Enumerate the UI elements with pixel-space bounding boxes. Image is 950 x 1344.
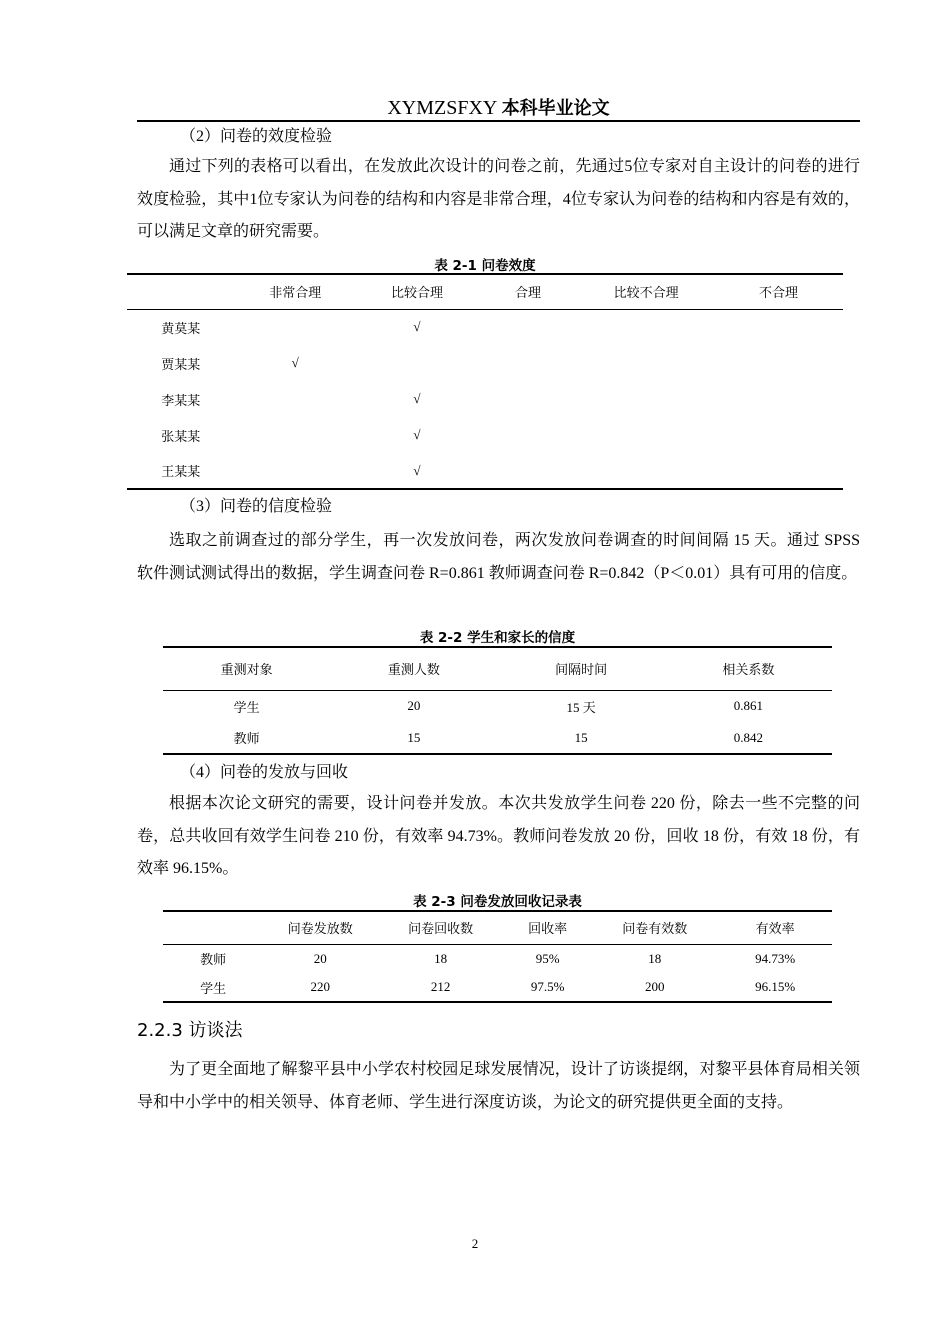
table-header-cell: 合理 bbox=[514, 285, 541, 301]
table-cell: 96.15% bbox=[755, 979, 796, 994]
table-cell bbox=[714, 309, 843, 345]
table-cell: √ bbox=[413, 462, 421, 478]
table-row bbox=[127, 453, 843, 489]
table-cell: 20 bbox=[407, 698, 421, 714]
table-cell bbox=[478, 417, 578, 453]
table-distribution bbox=[163, 910, 832, 1003]
table-cell: √ bbox=[413, 319, 421, 335]
table-header-cell: 问卷有效数 bbox=[622, 921, 688, 937]
table-header-cell: 比较合理 bbox=[390, 285, 443, 301]
table-cell: 200 bbox=[644, 979, 665, 994]
table-cell bbox=[234, 453, 356, 489]
section-heading-interview: 2.2.3 访谈法 bbox=[137, 1020, 243, 1041]
table-cell: 黄莫某 bbox=[161, 320, 201, 336]
table-header-cell: 不合理 bbox=[759, 285, 799, 301]
table-cell: 15 bbox=[574, 729, 588, 745]
table-cell bbox=[714, 453, 843, 489]
section-title-distribution: （4）问卷的发放与回收 bbox=[180, 764, 349, 781]
paragraph-interview: 为了更全面地了解黎平县中小学农村校园足球发展情况，设计了访谈提纲，对黎平县体育局相关领导和中小学中的相关领导、体育老师、学生进行深度访谈，为论文的研究提供更全面的支持。 bbox=[137, 1061, 860, 1111]
table-cell: 212 bbox=[430, 979, 451, 994]
header-chinese: 本科毕业论文 bbox=[501, 98, 610, 119]
table-cell: 0.842 bbox=[733, 729, 763, 745]
page-number: 2 bbox=[471, 1236, 479, 1251]
table-cell: 95% bbox=[535, 950, 560, 966]
table-header-cell: 间隔时间 bbox=[555, 662, 608, 678]
table-cell: 贾某某 bbox=[161, 356, 201, 372]
table-header-row bbox=[127, 274, 843, 309]
table-cell bbox=[714, 381, 843, 417]
table-cell bbox=[578, 309, 714, 345]
table-cell bbox=[578, 417, 714, 453]
table-cell bbox=[234, 417, 356, 453]
table-row bbox=[163, 722, 832, 754]
table-cell: 15 天 bbox=[566, 699, 596, 715]
table-header-cell: 比较不合理 bbox=[613, 285, 679, 301]
table-row bbox=[127, 417, 843, 453]
table-cell bbox=[356, 345, 478, 381]
table-header-cell: 问卷发放数 bbox=[287, 921, 353, 937]
table-cell: 15 bbox=[407, 729, 421, 745]
table-cell bbox=[478, 453, 578, 489]
table-row bbox=[163, 944, 832, 973]
table-header-cell: 问卷回收数 bbox=[408, 921, 474, 937]
table-cell: 王某某 bbox=[161, 464, 201, 479]
table-header-cell bbox=[127, 274, 234, 309]
section-title-validity: （2）问卷的效度检验 bbox=[180, 128, 333, 145]
table-cell: √ bbox=[413, 391, 421, 406]
table-cell: 18 bbox=[434, 950, 448, 966]
table-header-cell: 有效率 bbox=[755, 921, 795, 937]
table-cell: 学生 bbox=[200, 980, 227, 996]
table-cell bbox=[234, 381, 356, 417]
table-cell bbox=[714, 417, 843, 453]
table3-caption: 表 2-3 问卷发放回收记录表 bbox=[413, 894, 582, 910]
table-cell: 97.5% bbox=[530, 979, 565, 994]
table-header-cell: 重测对象 bbox=[220, 662, 273, 678]
table-header-row bbox=[163, 911, 832, 944]
table-cell: 20 bbox=[313, 950, 327, 966]
table-cell bbox=[714, 345, 843, 381]
table-row bbox=[163, 973, 832, 1002]
table-cell bbox=[234, 309, 356, 345]
table-header-cell: 回收率 bbox=[528, 921, 568, 937]
table-cell: 教师 bbox=[233, 731, 260, 746]
paragraph-distribution: 根据本次论文研究的需要，设计问卷并发放。本次共发放学生问卷 220 份，除去一些不完整的问卷，总共收回有效学生问卷 210 份，有效率 94.73%。教师问卷发放 20 份，回收 18 份，有效 18 份，有效率 96.15%。 bbox=[137, 795, 860, 878]
table-header-cell: 重测人数 bbox=[387, 662, 440, 678]
table-cell: 教师 bbox=[200, 952, 227, 968]
table-header-cell bbox=[163, 911, 263, 944]
table-reliability bbox=[163, 646, 832, 755]
table1-caption: 表 2-1 问卷效度 bbox=[434, 258, 536, 274]
header-rule bbox=[137, 120, 860, 122]
table-cell bbox=[478, 345, 578, 381]
table-cell bbox=[478, 309, 578, 345]
table-row bbox=[127, 381, 843, 417]
table-cell: 学生 bbox=[233, 699, 260, 715]
table-cell bbox=[478, 381, 578, 417]
table-cell: 18 bbox=[648, 950, 662, 966]
table-cell: 张某某 bbox=[161, 428, 201, 444]
table-cell bbox=[578, 381, 714, 417]
table-cell bbox=[578, 345, 714, 381]
table-cell: 0.861 bbox=[733, 698, 763, 714]
table-cell: √ bbox=[413, 427, 421, 442]
table-header-cell: 非常合理 bbox=[269, 285, 322, 301]
table-header-row bbox=[163, 647, 832, 690]
table-validity bbox=[127, 273, 843, 490]
table-header-cell: 相关系数 bbox=[722, 662, 775, 678]
table-cell: 220 bbox=[310, 979, 330, 994]
header-latin: XYMZSFXY bbox=[387, 97, 497, 119]
paragraph-validity: 通过下列的表格可以看出，在发放此次设计的问卷之前，先通过5位专家对自主设计的问卷的进行效度检验，其中1位专家认为问卷的结构和内容是非常合理，4位专家认为问卷的结构和内容是有效的，可以满足文章的研究需要。 bbox=[137, 158, 860, 241]
table-row bbox=[127, 309, 843, 345]
table-row bbox=[163, 690, 832, 722]
table-cell: √ bbox=[291, 355, 299, 370]
section-title-reliability: （3）问卷的信度检验 bbox=[180, 498, 333, 515]
table-cell: 李某某 bbox=[161, 392, 201, 408]
table-row bbox=[127, 345, 843, 381]
table-cell: 94.73% bbox=[755, 950, 796, 966]
table-cell bbox=[578, 453, 714, 489]
table2-caption: 表 2-2 学生和家长的信度 bbox=[419, 630, 576, 646]
page-header bbox=[137, 94, 860, 120]
paragraph-reliability: 选取之前调查过的部分学生，再一次发放问卷，两次发放问卷调查的时间间隔 15 天。通过 SPSS 软件测试测试得出的数据，学生调查问卷 R=0.861 教师调查问卷 R=0.842（P＜0.01）具有可用的信度。 bbox=[137, 532, 860, 582]
